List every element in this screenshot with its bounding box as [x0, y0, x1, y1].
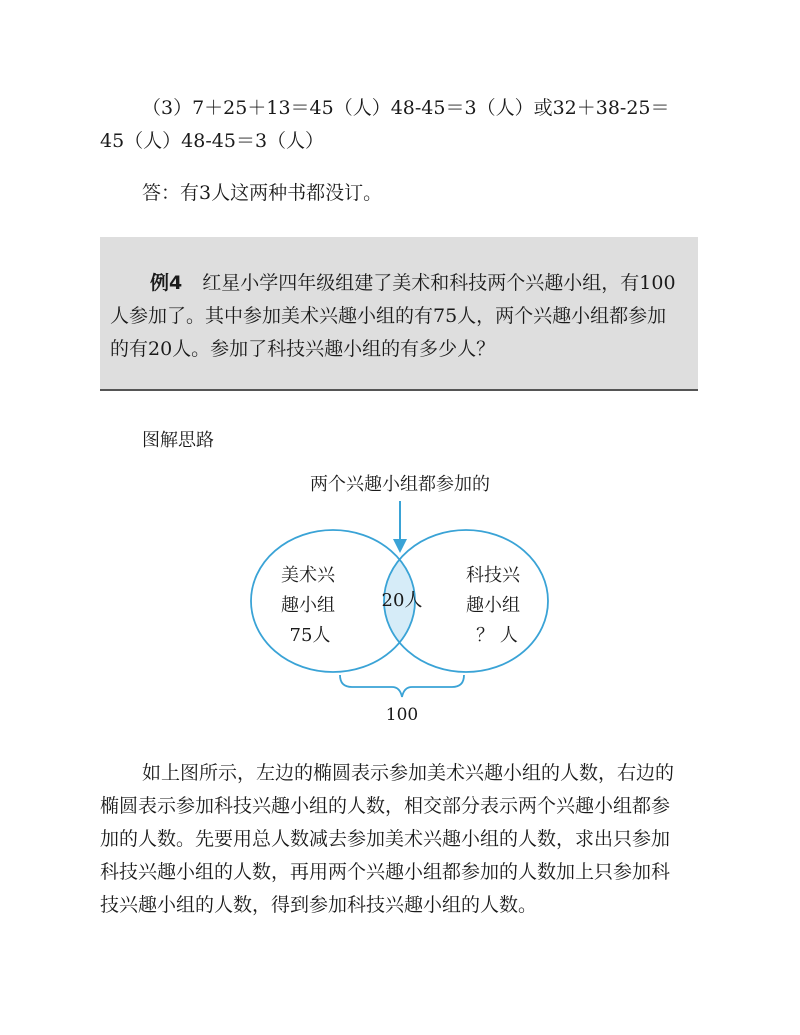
example-line-3: 的有20人。参加了科技兴趣小组的有多少人？ — [110, 338, 496, 360]
right-label-2: 趣小组 — [466, 595, 520, 616]
pointer-arrow-head — [393, 539, 407, 553]
example-line-1 — [150, 270, 676, 296]
explanation-line-1: 如上图所示，左边的椭圆表示参加美术兴趣小组的人数，右边的 — [142, 762, 675, 784]
answer-line: 答：有3人这两种书都没订。 — [142, 182, 383, 204]
section-title: 图解思路 — [142, 430, 214, 451]
example-line-2: 人参加了。其中参加美术兴趣小组的有75人，两个兴趣小组都参加 — [110, 305, 667, 327]
intersection-label: 20人 — [381, 590, 423, 611]
explanation-line-4: 科技兴趣小组的人数，再用两个兴趣小组都参加的人数加上只参加科 — [100, 861, 671, 883]
top-label: 两个兴趣小组都参加的 — [310, 474, 490, 495]
explanation-line-3: 加的人数。先要用总人数减去参加美术兴趣小组的人数，求出只参加 — [100, 828, 671, 850]
left-label-1: 美术兴 — [281, 565, 335, 586]
example-box — [100, 237, 698, 391]
example-label: 例4 — [150, 272, 183, 294]
left-label-2: 趣小组 — [281, 595, 335, 616]
venn-diagram — [0, 465, 800, 725]
solution-line-2: 45（人）48-45＝3（人） — [100, 130, 325, 152]
total-brace — [340, 675, 464, 697]
explanation-line-2: 椭圆表示参加科技兴趣小组的人数，相交部分表示两个兴趣小组都参 — [100, 795, 671, 817]
example-text-1: 红星小学四年级组建了美术和科技两个兴趣小组，有100 — [202, 272, 676, 294]
right-label-1: 科技兴 — [466, 565, 520, 586]
solution-line-1: （3）7＋25＋13＝45（人）48-45＝3（人）或32＋38-25＝ — [142, 97, 670, 119]
explanation-line-5: 技兴趣小组的人数，得到参加科技兴趣小组的人数。 — [100, 894, 538, 916]
left-label-3: 75人 — [289, 625, 331, 646]
total-label: 100 — [385, 705, 419, 725]
right-label-3: ？ 人 — [476, 625, 518, 646]
